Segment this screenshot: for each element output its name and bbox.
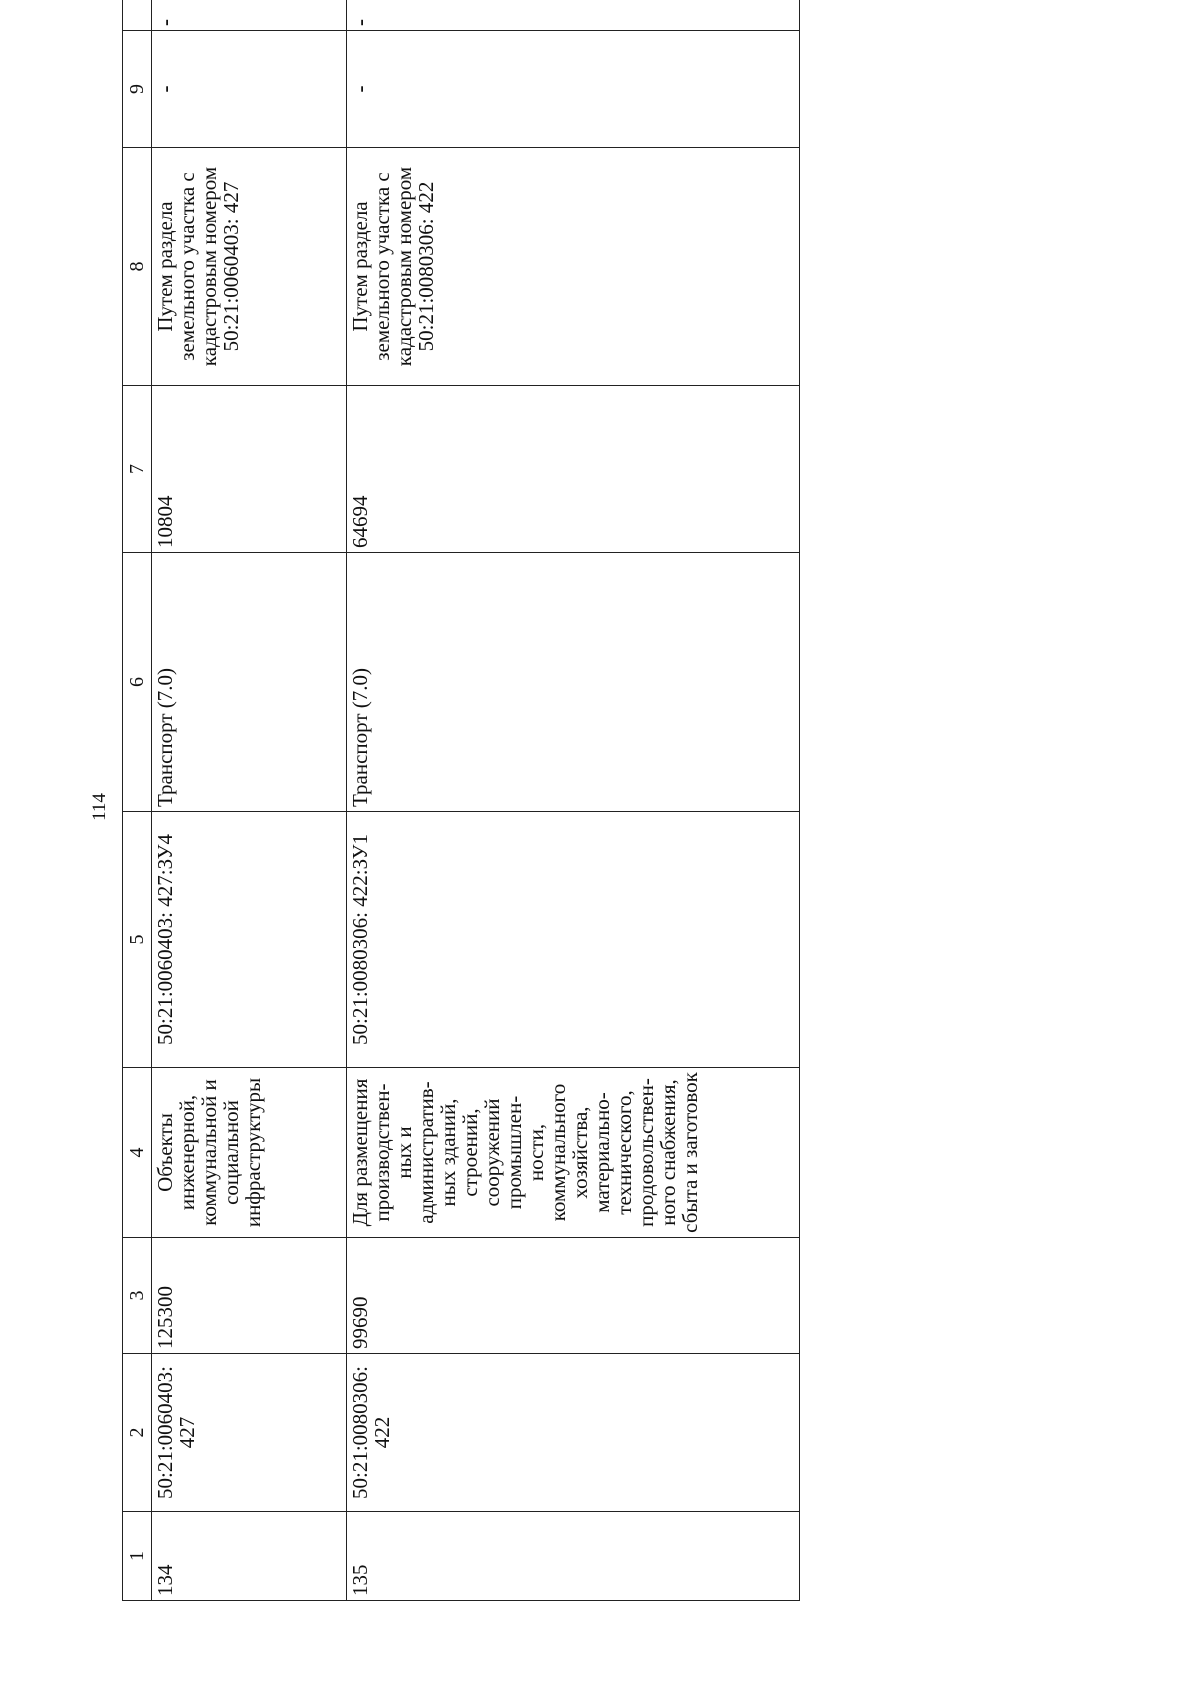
header-cell-9: 9	[123, 31, 152, 148]
table-row	[347, 0, 800, 1601]
new-plot-designation-cell: 50:21:0080306: 422:ЗУ1	[347, 812, 800, 1068]
new-area-cell: 64694	[347, 386, 800, 553]
page-number: 114	[89, 793, 110, 821]
header-cell-4: 4	[123, 1068, 152, 1238]
header-row	[123, 0, 152, 1601]
new-use-cell: Транспорт (7.0)	[347, 553, 800, 812]
header-cell-7: 7	[123, 386, 152, 553]
source-cadastral-number-cell: 50:21:0060403: 427	[152, 1354, 347, 1512]
header-cell-8: 8	[123, 148, 152, 386]
rotated-table-frame	[122, 19, 800, 1601]
source-cadastral-number-cell: 50:21:0080306: 422	[347, 1354, 800, 1512]
row-number-cell: 134	[152, 1512, 347, 1601]
new-plot-designation-cell: 50:21:0060403: 427:ЗУ4	[152, 812, 347, 1068]
table-row	[152, 0, 347, 1601]
new-area-cell: 10804	[152, 386, 347, 553]
header-cell-2: 2	[123, 1354, 152, 1512]
formation-method-cell: Путем раздела земельного участка с кадастровым номером 50:21:0060403: 427	[152, 148, 347, 386]
column-10-cell: -	[152, 0, 347, 31]
table-container	[122, 19, 800, 1601]
source-area-cell: 99690	[347, 1238, 800, 1354]
header-cell-1: 1	[123, 1512, 152, 1601]
row-number-cell: 135	[347, 1512, 800, 1601]
new-use-cell: Транспорт (7.0)	[152, 553, 347, 812]
header-cell-10	[123, 0, 152, 31]
land-plots-table	[122, 0, 800, 1601]
permitted-use-cell: Для размещения производствен-ных и административ-ных зданий, строений, сооружений промышлен-ности, коммунального хозяйства, материально-технического, продовольствен-ного снабжения, сбыта и заготовок	[347, 1068, 800, 1238]
header-cell-6: 6	[123, 553, 152, 812]
header-cell-3: 3	[123, 1238, 152, 1354]
source-area-cell: 125300	[152, 1238, 347, 1354]
column-10-cell: -	[347, 0, 800, 31]
column-9-cell: -	[152, 31, 347, 148]
header-cell-5: 5	[123, 812, 152, 1068]
formation-method-cell: Путем раздела земельного участка с кадастровым номером 50:21:0080306: 422	[347, 148, 800, 386]
column-9-cell: -	[347, 31, 800, 148]
permitted-use-cell: Объекты инженерной, коммунальной и социальной инфраструктуры	[152, 1068, 347, 1238]
